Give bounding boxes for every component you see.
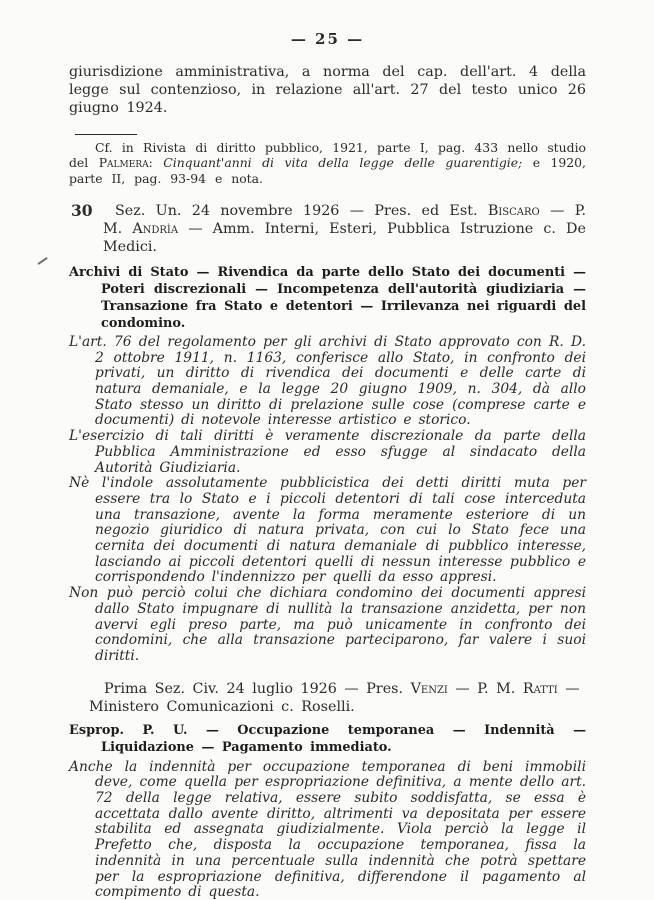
case2-headnote: Esprop. P. U. — Occupazione temporanea — Indennità — Liquidazione — Pagamento immediato. bbox=[69, 722, 586, 755]
case2-header-text2: — P. M. bbox=[447, 680, 523, 697]
holding-paragraph: L'esercizio di tali diritti è veramente discrezionale da parte della Pubblica Amministrazione ed esso sfugge al sindacato della Autorità Giudiziaria. bbox=[69, 428, 586, 476]
case1-header-text: Sez. Un. 24 novembre 1926 — Pres. ed Est. bbox=[115, 202, 488, 219]
case1-judge-president: Biscaro bbox=[487, 202, 540, 219]
holding-paragraph: Anche la indennità per occupazione temporanea di beni immobili deve, come quella per espropriazione definitiva, a mente dello art. 72 della legge relativa, essere subito soddisfatta, se essa è accettata dallo avente diritto, altrimenti va depositata per essere stabilita ed assegnata giudizialmente. Viola perciò la legge il Prefetto che, disposta la occupazione temporanea, fissa la indennità in una percentuale sulla indennità che potrà spettare per la espropriazione definitiva, differendone il pagamento al compimento di questa. bbox=[69, 758, 586, 900]
case2-header-text: Prima Sez. Civ. 24 luglio 1926 — Pres. bbox=[104, 680, 411, 697]
holding-paragraph: Non può perciò colui che dichiara condomino dei documenti appresi dallo Stato impugnare di nullità la transazione anzidetta, per non avervi egli preso parte, ma può unicamente in confronto dei condomini, che alla transazione parteciparono, far valere i suoi diritti. bbox=[69, 585, 586, 664]
footnote-author: Palmera bbox=[98, 155, 149, 171]
case1-headnote: Archivi di Stato — Rivendica da parte dello Stato dei documenti — Poteri discrezionali — Incompetenza dell'autorità giudiziaria — Transazione fra Stato e detentori — Irrilevanza nei riguardi del condomino. bbox=[69, 264, 586, 331]
scan-artifact-mark bbox=[38, 257, 48, 265]
case2-header bbox=[69, 680, 586, 716]
intro-paragraph: giurisdizione amministrativa, a norma del cap. dell'art. 4 della legge sul contenzioso, in relazione all'art. 27 del testo unico 26 giugno 1924. bbox=[69, 64, 586, 116]
case2-judge-pm: Ratti bbox=[522, 680, 558, 697]
case1-header-parties: — Amm. Interni, Esteri, Pubblica Istruzione c. De Medici. bbox=[103, 220, 586, 255]
case1-holdings bbox=[69, 335, 586, 665]
case1-judge-pm: Andrìa bbox=[132, 220, 179, 237]
page-number: — 25 — bbox=[290, 30, 365, 48]
case1-header-text2: — P. M. bbox=[103, 202, 586, 237]
case1-number: 30 bbox=[71, 200, 93, 220]
footnote-separator-rule bbox=[75, 134, 137, 135]
footnote-colon: : bbox=[148, 155, 164, 171]
case2-judge-president: Venzi bbox=[410, 680, 448, 697]
holding-paragraph: Nè l'indole assolutamente pubblicistica dei detti diritti muta per essere tra lo Stato e i piccoli detentori di tali cose interceduta una transazione, avente la forma meramente esteriore di un negozio giuridico di natura privata, con cui lo Stato fece una cernita dei documenti di natura demaniale di pubblico interesse, lasciando ai piccoli detentori quelli di nessun interesse pubblico e corrispondendo l'indennizzo per quelli da esso appresi. bbox=[69, 475, 586, 586]
footnote-text: Cf. in Rivista di diritto pubblico, 1921, parte I, pag. 433 nello studio del bbox=[69, 140, 586, 171]
footnote-work-title: Cinquant'anni di vita della legge delle guarentigie; bbox=[163, 155, 523, 171]
holding-paragraph: L'art. 76 del regolamento per gli archivi di Stato approvato con R. D. 2 ottobre 1911, n. 1163, conferisce allo Stato, in confronto dei privati, un diritto di rivendica dei documenti e delle carte di natura demaniale, e la legge 20 giugno 1909, n. 304, dà allo Stato stesso un diritto di prelazione sulle cose (comprese carte e documenti) di notevole interesse artistico e storico. bbox=[69, 333, 586, 429]
case1-header bbox=[69, 202, 586, 256]
footnote bbox=[69, 140, 586, 186]
footnote-tail: e 1920, parte II, pag. 93-94 e nota. bbox=[69, 155, 586, 186]
text-block bbox=[69, 30, 586, 900]
case2-holdings bbox=[69, 760, 586, 900]
case2-header-parties: — Ministero Comunicazioni c. Roselli. bbox=[89, 680, 580, 715]
